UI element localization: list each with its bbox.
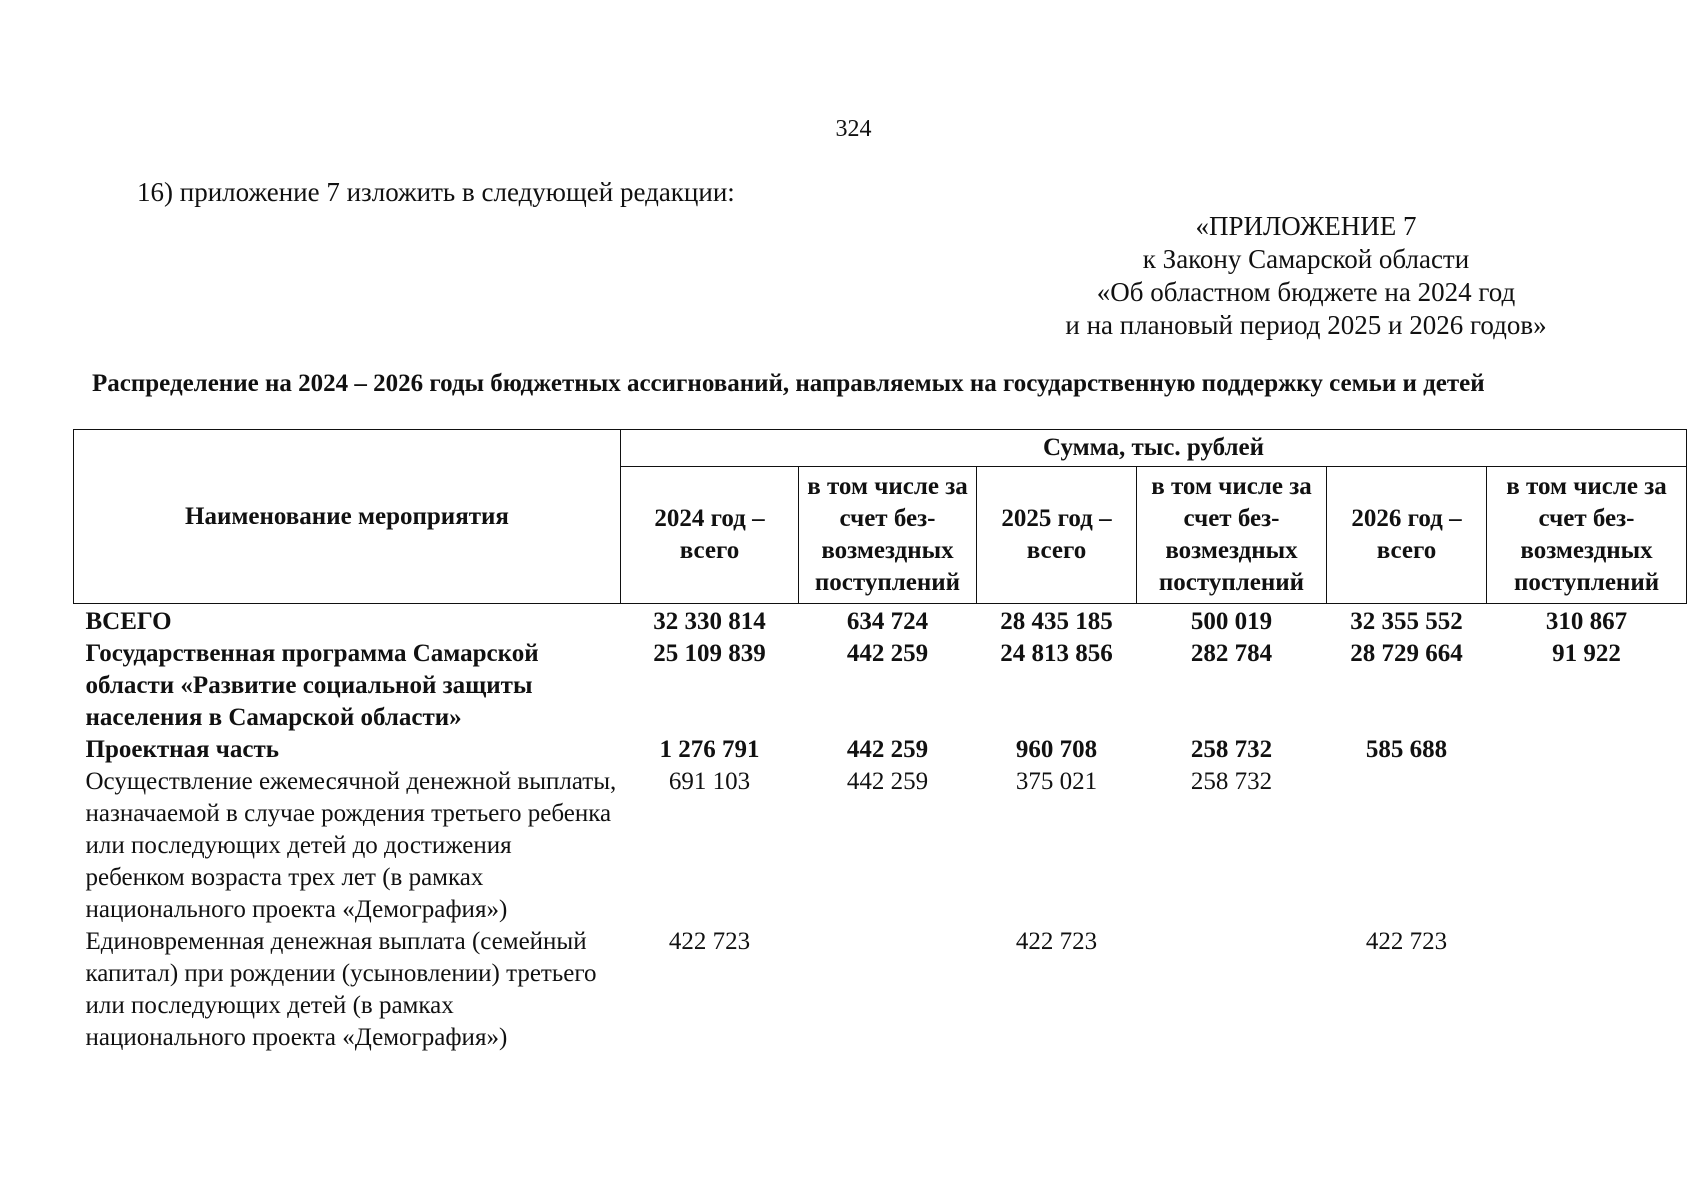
document-title: Распределение на 2024 – 2026 годы бюджетных ассигнований, направляемых на государственную поддержку семьи и детей <box>92 370 1485 397</box>
table-row <box>74 604 1687 639</box>
row-name: Осуществление ежемесячной денежной выплаты, назначаемой в случае рождения третьего ребенка или последующих детей до достижения ребенком возраста трех лет (в рамках национального проекта «Демография») <box>85 768 617 923</box>
value-incl-2024: 442 259 <box>846 640 929 667</box>
value-incl-2025: 258 732 <box>1190 736 1273 763</box>
appendix-line: и на плановый период 2025 и 2026 годов» <box>1065 310 1547 340</box>
value-incl-2026 <box>1487 766 1687 926</box>
header-incl-2024: в том числе за счет без-возмездных поступлений <box>799 467 977 604</box>
value-2024: 25 109 839 <box>653 640 766 667</box>
appendix-reference <box>996 210 1616 342</box>
header-total-2025: 2025 год – всего <box>977 467 1137 604</box>
value-2025: 24 813 856 <box>1000 640 1113 667</box>
value-2025: 960 708 <box>1015 736 1098 763</box>
header-name: Наименование мероприятия <box>74 430 621 604</box>
value-incl-2024 <box>799 926 977 1054</box>
value-incl-2024: 442 259 <box>846 768 929 795</box>
header-total-2024: 2024 год – всего <box>621 467 799 604</box>
table-row <box>74 734 1687 766</box>
table-row <box>74 926 1687 1054</box>
value-incl-2024: 442 259 <box>846 736 929 763</box>
appendix-line: к Закону Самарской области <box>1142 244 1470 274</box>
value-incl-2025 <box>1137 926 1327 1054</box>
row-name: ВСЕГО <box>85 608 172 635</box>
value-2025: 28 435 185 <box>1000 608 1113 635</box>
header-sum: Сумма, тыс. рублей <box>621 430 1687 467</box>
value-incl-2025: 258 732 <box>1190 768 1273 795</box>
header-total-2026: 2026 год – всего <box>1327 467 1487 604</box>
value-2026: 32 355 552 <box>1350 608 1463 635</box>
intro-text: 16) приложение 7 изложить в следующей редакции: <box>137 177 735 207</box>
page-number: 324 <box>835 116 872 142</box>
value-2026: 422 723 <box>1365 928 1448 955</box>
value-2026 <box>1327 766 1487 926</box>
row-name: Проектная часть <box>85 736 280 763</box>
row-name: Государственная программа Самарской области «Развитие социальной защиты населения в Самарской области» <box>85 640 539 731</box>
value-incl-2026: 310 867 <box>1545 608 1628 635</box>
value-incl-2024: 634 724 <box>846 608 929 635</box>
value-2025: 375 021 <box>1015 768 1098 795</box>
value-2024: 1 276 791 <box>659 736 760 763</box>
header-incl-2026: в том числе за счет без-возмездных поступлений <box>1487 467 1687 604</box>
value-2024: 422 723 <box>668 928 751 955</box>
value-2026: 585 688 <box>1365 736 1448 763</box>
value-incl-2026 <box>1487 734 1687 766</box>
value-2026: 28 729 664 <box>1350 640 1463 667</box>
row-name: Единовременная денежная выплата (семейный капитал) при рождении (усыновлении) третьего или последующих детей (в рамках национального проекта «Демография») <box>85 928 597 1051</box>
value-2024: 32 330 814 <box>653 608 766 635</box>
value-2024: 691 103 <box>668 768 751 795</box>
value-2025: 422 723 <box>1015 928 1098 955</box>
value-incl-2026: 91 922 <box>1552 640 1621 667</box>
table-row <box>74 766 1687 926</box>
appendix-line: «ПРИЛОЖЕНИЕ 7 <box>1195 211 1417 241</box>
budget-table <box>73 429 1687 1054</box>
value-incl-2025: 282 784 <box>1190 640 1273 667</box>
appendix-line: «Об областном бюджете на 2024 год <box>1096 277 1516 307</box>
table-row <box>74 638 1687 734</box>
value-incl-2025: 500 019 <box>1190 608 1273 635</box>
header-incl-2025: в том числе за счет без-возмездных поступлений <box>1137 467 1327 604</box>
value-incl-2026 <box>1487 926 1687 1054</box>
